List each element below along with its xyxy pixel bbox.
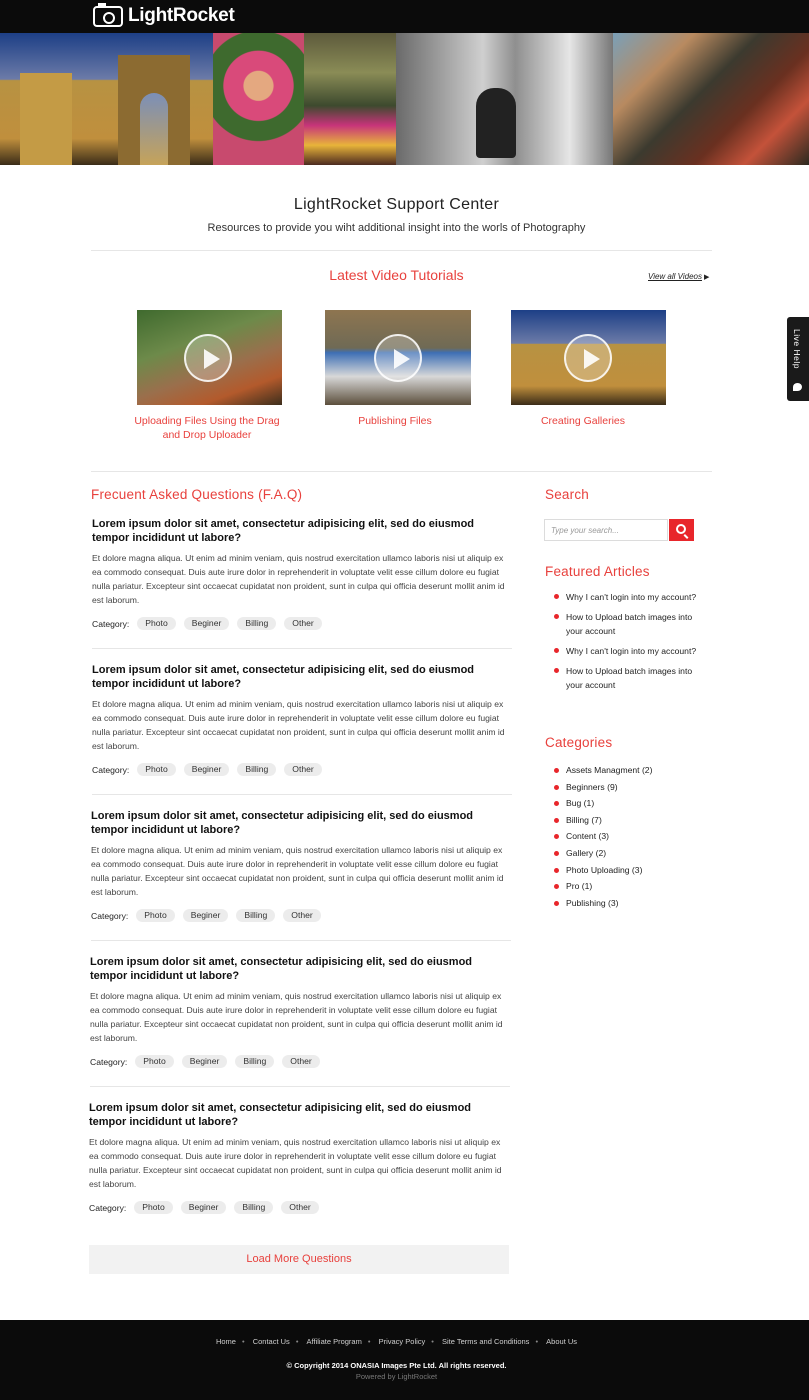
category-link[interactable] xyxy=(554,764,704,776)
video-thumbnail-1[interactable] xyxy=(137,310,282,405)
live-help-tab[interactable] xyxy=(787,317,809,401)
bullet-icon xyxy=(554,801,559,806)
footer-link-contact[interactable]: Contact Us xyxy=(252,1337,290,1346)
tag-photo[interactable]: Photo xyxy=(137,763,175,776)
category-label: Category: xyxy=(92,618,130,629)
divider xyxy=(90,1086,510,1087)
faq-categories xyxy=(91,909,321,922)
faq-item xyxy=(89,1101,509,1213)
hero-image-office-sketch xyxy=(396,33,613,165)
separator-dot: • xyxy=(535,1337,539,1346)
bullet-icon xyxy=(554,818,559,823)
tag-billing[interactable]: Billing xyxy=(237,763,276,776)
footer-link-about[interactable]: About Us xyxy=(546,1337,578,1346)
faq-heading: Frecuent Asked Questions (F.A.Q) xyxy=(91,487,303,502)
bullet-icon xyxy=(554,834,559,839)
faq-question[interactable]: Lorem ipsum dolor sit amet, consectetur adipisicing elit, sed do eiusmod tempor incididunt ut labore? xyxy=(89,1102,472,1128)
tag-photo[interactable]: Photo xyxy=(136,909,174,922)
category-link[interactable] xyxy=(554,830,704,842)
footer-links xyxy=(0,1337,793,1346)
divider xyxy=(91,471,712,472)
tag-other[interactable]: Other xyxy=(282,1055,320,1068)
tag-photo[interactable]: Photo xyxy=(135,1055,173,1068)
category-link[interactable] xyxy=(554,880,704,892)
featured-articles-list xyxy=(554,590,704,698)
search-heading: Search xyxy=(545,487,589,502)
category-name: Bug (1) xyxy=(566,798,595,809)
featured-article-link[interactable] xyxy=(554,590,704,604)
footer-link-affiliate[interactable]: Affiliate Program xyxy=(306,1337,362,1346)
video-thumbnail-2[interactable] xyxy=(325,310,471,405)
hero-banner xyxy=(0,33,809,165)
faq-item xyxy=(91,809,511,921)
separator-dot: • xyxy=(367,1337,371,1346)
bullet-icon xyxy=(554,901,559,906)
tag-beginer[interactable]: Beginer xyxy=(183,909,229,922)
tag-billing[interactable]: Billing xyxy=(234,1201,273,1214)
faq-item xyxy=(90,955,510,1067)
divider xyxy=(91,250,712,251)
featured-article-title: How to Upload batch images into your account xyxy=(566,612,693,636)
footer-link-terms[interactable]: Site Terms and Conditions xyxy=(442,1337,530,1346)
tag-other[interactable]: Other xyxy=(283,909,321,922)
featured-article-title: Why I can't login into my account? xyxy=(566,646,697,656)
tag-beginer[interactable]: Beginer xyxy=(181,1201,227,1214)
bullet-icon xyxy=(554,668,559,673)
video-tutorials-heading: Latest Video Tutorials xyxy=(329,267,464,283)
tag-photo[interactable]: Photo xyxy=(137,617,175,630)
bullet-icon xyxy=(554,594,559,599)
faq-answer: Et dolore magna aliqua. Ut enim ad minim veniam, quis nostrud exercitation ullamco laboris nisi ut aliquip ex ea commodo consequat. Duis aute irure dolor in reprehenderit in voluptate velit esse cillum dolore eu fugiat nulla pariatur. Excepteur sint occaecat cupidatat non proident, sunt in culpa qui officia deserunt mollit anim id est laborum. xyxy=(90,991,503,1043)
faq-categories xyxy=(90,1055,320,1068)
hero-image-people xyxy=(613,33,809,165)
faq-categories xyxy=(89,1201,319,1214)
live-help-label: Live Help xyxy=(792,329,802,369)
top-navbar xyxy=(0,0,809,33)
hero-image-ruins xyxy=(0,33,213,165)
video-title-3[interactable]: Creating Galleries xyxy=(540,415,626,427)
caret-right-icon: ▶ xyxy=(703,274,710,281)
brand-logo[interactable] xyxy=(93,4,234,28)
tag-photo[interactable]: Photo xyxy=(134,1201,172,1214)
view-all-videos-label: View all Videos xyxy=(648,272,702,281)
divider xyxy=(92,794,512,795)
category-label: Category: xyxy=(90,1056,128,1067)
faq-question[interactable]: Lorem ipsum dolor sit amet, consectetur adipisicing elit, sed do eiusmod tempor incididunt ut labore? xyxy=(90,956,473,982)
bullet-icon xyxy=(554,648,559,653)
category-name: Assets Managment (2) xyxy=(566,765,653,775)
category-link[interactable] xyxy=(554,797,704,809)
divider xyxy=(92,648,512,649)
category-name: Publishing (3) xyxy=(566,897,619,908)
category-name: Billing (7) xyxy=(566,814,602,825)
bullet-icon xyxy=(554,614,559,619)
separator-dot: • xyxy=(295,1337,299,1346)
faq-answer: Et dolore magna aliqua. Ut enim ad minim veniam, quis nostrud exercitation ullamco laboris nisi ut aliquip ex ea commodo consequat. Duis aute irure dolor in reprehenderit in voluptate velit esse cillum dolore eu fugiat nulla pariatur. Excepteur sint occaecat cupidatat non proident, sunt in culpa qui officia deserunt mollit anim id est laborum. xyxy=(91,845,504,897)
category-name: Beginners (9) xyxy=(566,781,618,792)
tag-other[interactable]: Other xyxy=(284,763,322,776)
category-link[interactable] xyxy=(554,847,704,859)
featured-articles-heading: Featured Articles xyxy=(545,564,650,579)
faq-question[interactable]: Lorem ipsum dolor sit amet, consectetur adipisicing elit, sed do eiusmod tempor incididunt ut labore? xyxy=(91,810,474,836)
category-label: Category: xyxy=(89,1202,127,1213)
play-icon[interactable] xyxy=(184,334,232,382)
bullet-icon xyxy=(554,768,559,773)
view-all-videos-link[interactable] xyxy=(648,272,709,281)
footer-link-home[interactable]: Home xyxy=(215,1337,236,1346)
bullet-icon xyxy=(554,851,559,856)
faq-categories xyxy=(92,617,322,630)
camera-logo-icon xyxy=(93,6,123,27)
bullet-icon xyxy=(554,785,559,790)
tag-billing[interactable]: Billing xyxy=(236,909,275,922)
hero-image-flower-boat xyxy=(304,33,396,165)
category-link[interactable] xyxy=(554,814,704,826)
divider xyxy=(91,940,511,941)
featured-article-title: Why I can't login into my account? xyxy=(566,592,697,602)
bullet-icon xyxy=(554,884,559,889)
faq-answer: Et dolore magna aliqua. Ut enim ad minim veniam, quis nostrud exercitation ullamco laboris nisi ut aliquip ex ea commodo consequat. Duis aute irure dolor in reprehenderit in voluptate velit esse cillum dolore eu fugiat nulla pariatur. Excepteur sint occaecat cupidatat non proident, sunt in culpa qui officia deserunt mollit anim id est laborum. xyxy=(89,1137,502,1189)
video-thumbnail-3[interactable] xyxy=(511,310,666,405)
faq-item xyxy=(92,663,512,775)
video-title-2[interactable]: Publishing Files xyxy=(358,415,432,427)
category-link[interactable] xyxy=(554,864,704,876)
page-title: LightRocket Support Center xyxy=(293,196,500,213)
copyright: © Copyright 2014 ONASIA Images Pte Ltd. All rights reserved. xyxy=(286,1361,507,1370)
category-link[interactable] xyxy=(554,781,704,793)
search-icon xyxy=(676,524,686,534)
bullet-icon xyxy=(554,868,559,873)
play-icon[interactable] xyxy=(374,334,422,382)
tag-billing[interactable]: Billing xyxy=(237,617,276,630)
footer-link-privacy[interactable]: Privacy Policy xyxy=(378,1337,426,1346)
tag-beginer[interactable]: Beginer xyxy=(184,763,230,776)
tag-beginer[interactable]: Beginer xyxy=(182,1055,228,1068)
tag-other[interactable]: Other xyxy=(281,1201,319,1214)
category-name: Pro (1) xyxy=(566,881,593,892)
tag-beginer[interactable]: Beginer xyxy=(184,617,230,630)
category-name: Gallery (2) xyxy=(566,847,607,858)
category-name: Photo Uploading (3) xyxy=(566,864,643,875)
brand-name: LightRocket xyxy=(128,5,235,26)
category-name: Content (3) xyxy=(566,831,609,842)
search-button[interactable] xyxy=(669,519,694,541)
faq-categories xyxy=(92,763,322,776)
tag-billing[interactable]: Billing xyxy=(235,1055,274,1068)
load-more-button[interactable]: Load More Questions xyxy=(89,1245,509,1274)
tag-other[interactable]: Other xyxy=(284,617,322,630)
separator-dot: • xyxy=(241,1337,245,1346)
hero-image-portrait xyxy=(213,33,304,165)
faq-item xyxy=(92,517,512,629)
search-input[interactable] xyxy=(544,519,668,541)
category-link[interactable] xyxy=(554,897,704,909)
categories-list xyxy=(554,764,704,913)
featured-article-link[interactable] xyxy=(554,664,704,692)
separator-dot: • xyxy=(431,1337,434,1346)
play-icon[interactable] xyxy=(564,334,612,382)
page-subtitle: Resources to provide you wiht additional insight into the worls of Photography xyxy=(207,222,586,234)
faq-question[interactable]: Lorem ipsum dolor sit amet, consectetur adipisicing elit, sed do eiusmod tempor incididunt ut labore? xyxy=(92,518,475,544)
powered-by: Powered by LightRocket xyxy=(355,1372,438,1381)
featured-article-link[interactable] xyxy=(554,644,704,658)
featured-article-title: How to Upload batch images into your account xyxy=(566,666,693,690)
faq-answer: Et dolore magna aliqua. Ut enim ad minim veniam, quis nostrud exercitation ullamco laboris nisi ut aliquip ex ea commodo consequat. Duis aute irure dolor in reprehenderit in voluptate velit esse cillum dolore eu fugiat nulla pariatur. Excepteur sint occaecat cupidatat non proident, sunt in culpa qui officia deserunt mollit anim id est laborum. xyxy=(92,699,505,751)
category-label: Category: xyxy=(92,764,130,775)
video-title-1[interactable]: Uploading Files Using the Drag and Drop Uploader xyxy=(134,415,280,441)
category-label: Category: xyxy=(91,910,129,921)
chat-bubble-icon xyxy=(793,383,802,391)
faq-question[interactable]: Lorem ipsum dolor sit amet, consectetur adipisicing elit, sed do eiusmod tempor incididunt ut labore? xyxy=(92,664,475,690)
faq-answer: Et dolore magna aliqua. Ut enim ad minim veniam, quis nostrud exercitation ullamco laboris nisi ut aliquip ex ea commodo consequat. Duis aute irure dolor in reprehenderit in voluptate velit esse cillum dolore eu fugiat nulla pariatur. Excepteur sint occaecat cupidatat non proident, sunt in culpa qui officia deserunt mollit anim id est laborum. xyxy=(92,553,505,605)
footer xyxy=(0,1320,809,1400)
categories-heading: Categories xyxy=(545,735,613,750)
featured-article-link[interactable] xyxy=(554,610,704,638)
